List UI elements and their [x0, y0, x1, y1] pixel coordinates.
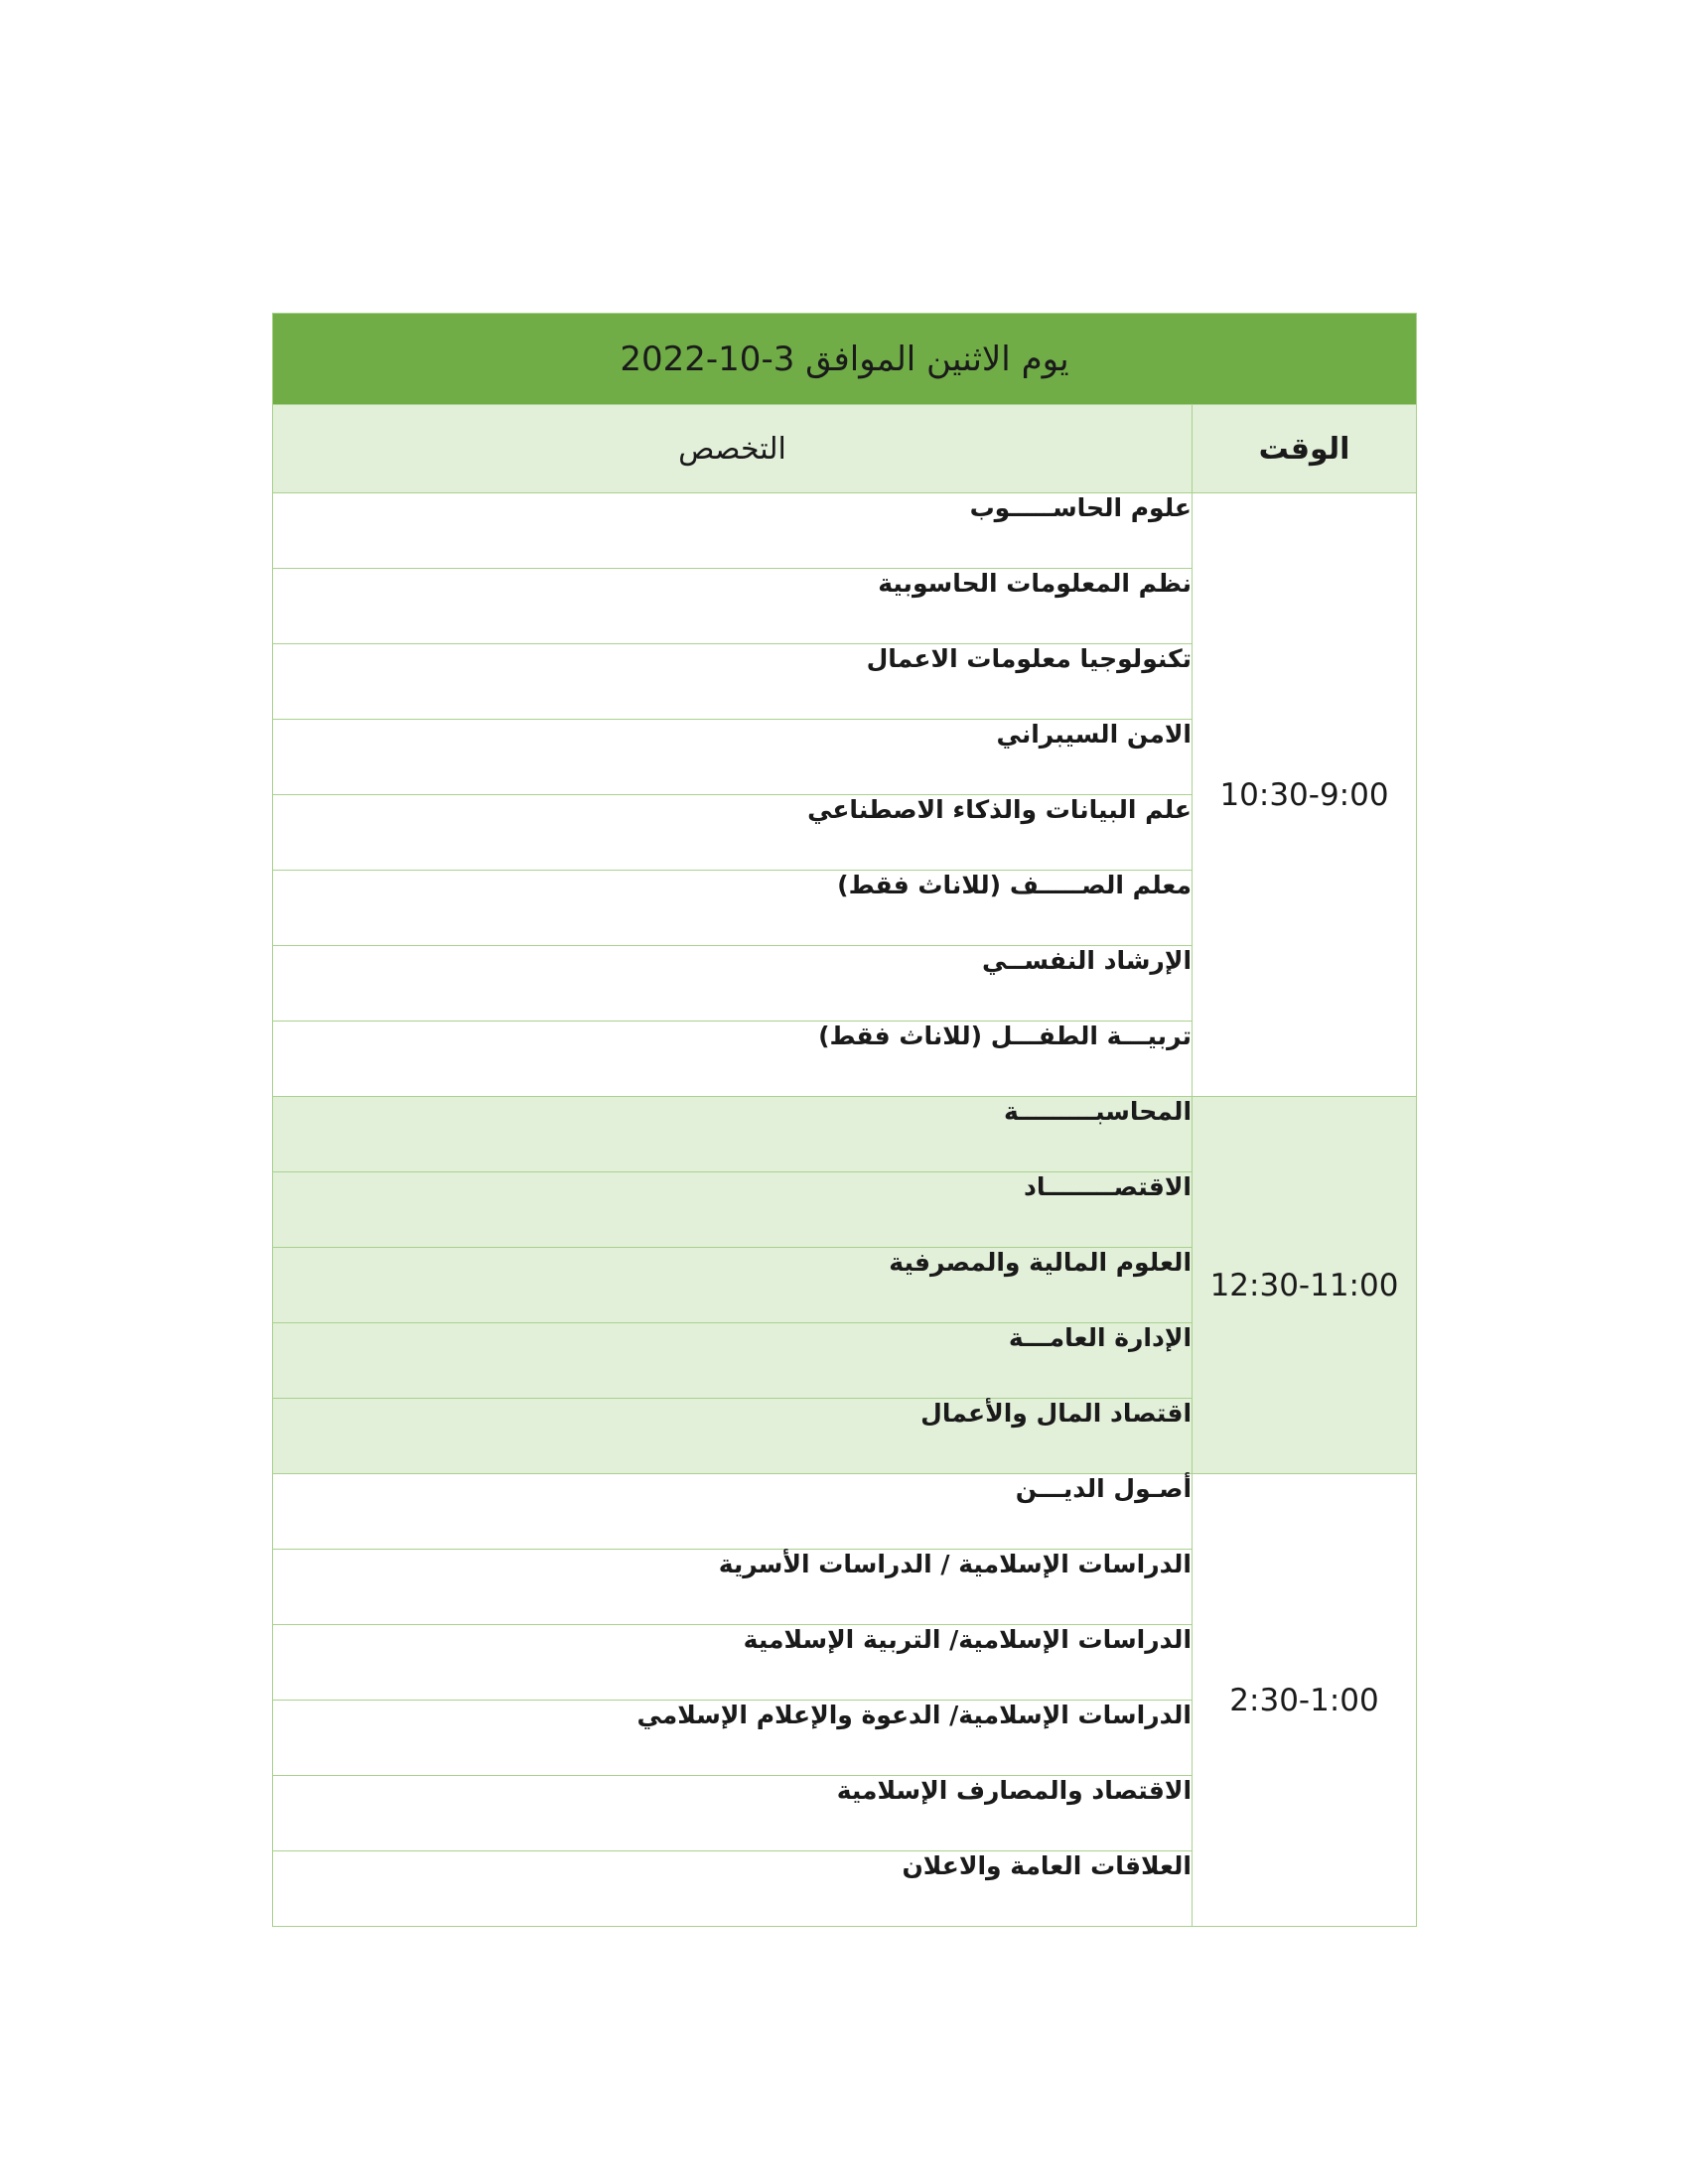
specialization-cell: علم البيانات والذكاء الاصطناعي: [273, 795, 1193, 871]
exam-schedule-table: [272, 313, 1417, 1927]
specialization-cell: علوم الحاســـــوب: [273, 493, 1193, 569]
specialization-cell: العلوم المالية والمصرفية: [273, 1248, 1193, 1323]
table-row: [273, 1474, 1417, 1550]
time-slot-3: 2:30-1:00: [1193, 1474, 1417, 1927]
specialization-cell: تربيـــة الطفـــل (للاناث فقط): [273, 1022, 1193, 1097]
specialization-cell: الاقتصاد والمصارف الإسلامية: [273, 1776, 1193, 1851]
table-row: [273, 493, 1417, 569]
specialization-cell: الدراسات الإسلامية/ التربية الإسلامية: [273, 1625, 1193, 1701]
specialization-cell: الإدارة العامـــة: [273, 1323, 1193, 1399]
header-specialization: التخصص: [273, 405, 1193, 493]
specialization-cell: المحاسبـــــــــة: [273, 1097, 1193, 1172]
specialization-cell: الإرشاد النفســي: [273, 946, 1193, 1022]
specialization-cell: معلم الصـــــف (للاناث فقط): [273, 871, 1193, 946]
specialization-cell: نظم المعلومات الحاسوبية: [273, 569, 1193, 644]
title-row: [273, 314, 1417, 405]
specialization-cell: الاقتصــــــــاد: [273, 1172, 1193, 1248]
specialization-cell: الدراسات الإسلامية/ الدعوة والإعلام الإسلامي: [273, 1701, 1193, 1776]
header-time: الوقت: [1193, 405, 1417, 493]
specialization-cell: العلاقات العامة والاعلان: [273, 1851, 1193, 1927]
specialization-cell: تكنولوجيا معلومات الاعمال: [273, 644, 1193, 720]
time-slot-2: 12:30-11:00: [1193, 1097, 1417, 1474]
table-row: [273, 1097, 1417, 1172]
schedule-title: يوم الاثنين الموافق 3-10-2022: [273, 314, 1417, 405]
specialization-cell: اقتصاد المال والأعمال: [273, 1399, 1193, 1474]
specialization-cell: الدراسات الإسلامية / الدراسات الأسرية: [273, 1550, 1193, 1625]
specialization-cell: الامن السيبراني: [273, 720, 1193, 795]
header-row: [273, 405, 1417, 493]
time-slot-1: 10:30-9:00: [1193, 493, 1417, 1097]
specialization-cell: أصـول الديـــن: [273, 1474, 1193, 1550]
